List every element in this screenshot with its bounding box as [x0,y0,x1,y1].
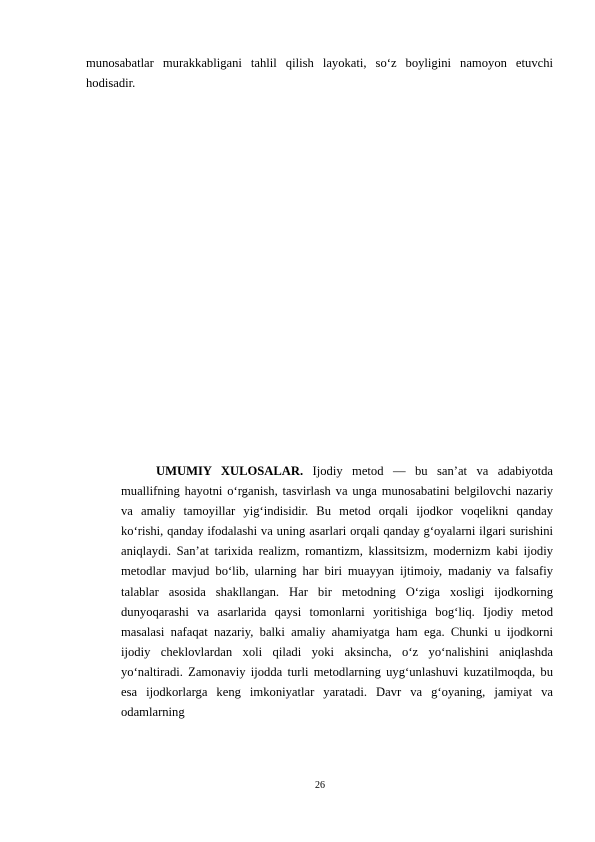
conclusion-paragraph [121,461,553,722]
page-number: 26 [315,780,325,791]
top-paragraph: munosabatlar murakkabligani tahlil qilish layokati, so‘z boyligini namoyon etuvchi hodisadir. [86,56,553,90]
conclusion-body: Ijodiy metod — bu san’at va adabiyotda muallifning hayotni o‘rganish, tasvirlash va unga munosabatini belgilovchi nazariy va amaliy tamoyillar yig‘indisidir. Bu metod orqali ijodkor voqelikni qanday ko‘rishi, qanday ifodalashi va uning asarlari orqali qanday g‘oyalarni ilgari surishini aniqlaydi. San’at tarixida realizm, romantizm, klassitsizm, modernizm kabi ijodiy metodlar mavjud bo‘lib, ularning har biri muayyan ijtimoiy, madaniy va falsafiy talablar asosida shakllangan. Har bir metodning O‘ziga xosligi ijodkorning dunyoqarashi va asarlarida qaysi tomonlarni yoritishiga bog‘liq. Ijodiy metod masalasi nafaqat nazariy, balki amaliy ahamiyatga ham ega. Chunki u ijodkorni ijodiy cheklovlardan xoli qiladi yoki aksincha, o‘z yo‘nalishini aniqlashda yo‘naltiradi. Zamonaviy ijodda turli metodlarning uyg‘unlashuvi kuzatilmoqda, bu esa ijodkorlarga keng imkoniyatlar yaratadi. Davr va g‘oyaning, jamiyat va odamlarning [121,464,553,720]
conclusion-heading: UMUMIY XULOSALAR. [156,464,304,478]
